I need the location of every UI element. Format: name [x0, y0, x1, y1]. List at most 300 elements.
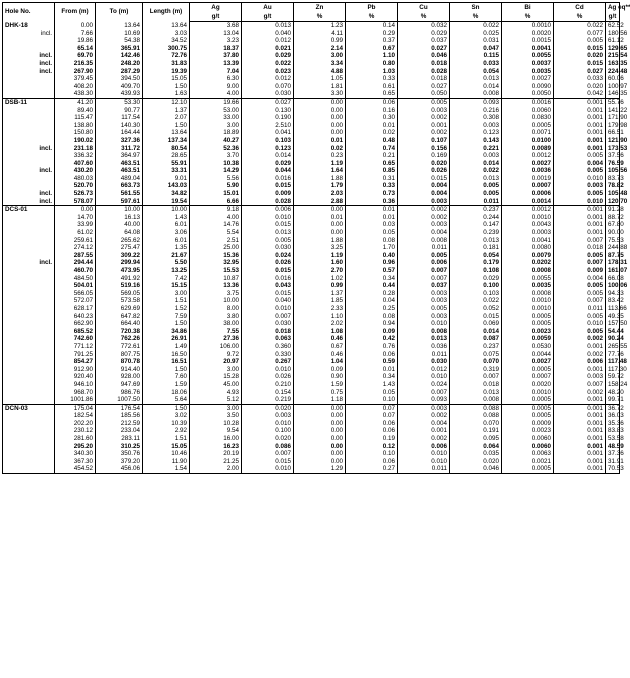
cell-from: 640.23 [55, 313, 96, 321]
cell-length: 19.39 [143, 68, 190, 76]
cell-bi: 0.0015 [502, 37, 554, 45]
cell-zn: 1.88 [294, 175, 346, 183]
cell-cd: 0.004 [554, 275, 606, 283]
cell-ageq: 88.72 [606, 214, 620, 222]
cell-cd: 0.005 [554, 328, 606, 336]
cell-bi: 0.0010 [502, 214, 554, 222]
cell-hole [3, 320, 55, 328]
cell-from: 190.02 [55, 137, 96, 145]
cell-length: 1.49 [143, 343, 190, 351]
cell-length: 1.50 [143, 320, 190, 328]
cell-length: 3.00 [143, 290, 190, 298]
cell-au: 0.028 [242, 198, 294, 206]
table-row [3, 167, 620, 175]
cell-ageq: 215.54 [606, 52, 620, 60]
cell-ageq: 35.36 [606, 420, 620, 428]
cell-cu: 0.018 [398, 75, 450, 83]
cell-from: 259.61 [55, 237, 96, 245]
cell-au: 0.063 [242, 335, 294, 343]
cell-pb: 0.25 [346, 305, 398, 313]
cell-cd: 0.005 [554, 290, 606, 298]
header-ag: Ag [190, 3, 242, 13]
cell-ag: 16.23 [190, 443, 242, 451]
cell-zn: 0.01 [294, 214, 346, 222]
cell-from: 14.70 [55, 214, 96, 222]
cell-ag: 5.54 [190, 229, 242, 237]
cell-from: 19.86 [55, 37, 96, 45]
cell-ag: 19.66 [190, 98, 242, 106]
cell-au: 0.020 [242, 404, 294, 412]
table-row [3, 52, 620, 60]
cell-pb: 0.19 [346, 435, 398, 443]
cell-pb: 0.06 [346, 98, 398, 106]
cell-pb: 0.76 [346, 343, 398, 351]
cell-au: 0.010 [242, 465, 294, 473]
cell-length: 80.54 [143, 145, 190, 153]
cell-bi: 0.0055 [502, 275, 554, 283]
table-row [3, 160, 620, 168]
cell-ageq: 83.73 [606, 175, 620, 183]
cell-hole [3, 328, 55, 336]
cell-zn: 1.37 [294, 290, 346, 298]
cell-hole [3, 404, 55, 412]
cell-ageq: 121.90 [606, 137, 620, 145]
cell-au: 0.015 [242, 290, 294, 298]
interval-qualifier: incl. [39, 144, 52, 152]
cell-ageq: 48.59 [606, 443, 620, 451]
cell-pb: 0.01 [346, 206, 398, 214]
cell-ageq: 117.30 [606, 366, 620, 374]
cell-ageq: 62.52 [606, 22, 620, 30]
cell-bi: 0.0003 [502, 229, 554, 237]
cell-au: 0.020 [242, 435, 294, 443]
cell-to: 117.54 [96, 114, 143, 122]
cell-au: 0.040 [242, 297, 294, 305]
header-pb: Pb [346, 3, 398, 13]
header-cu-unit: % [398, 12, 450, 22]
cell-length: 15.05 [143, 75, 190, 83]
cell-bi: 0.0016 [502, 98, 554, 106]
cell-zn: 2.02 [294, 320, 346, 328]
cell-bi: 0.0020 [502, 381, 554, 389]
cell-to: 64.08 [96, 229, 143, 237]
cell-cu: 0.004 [398, 182, 450, 190]
cell-to: 287.29 [96, 68, 143, 76]
cell-sn: 0.070 [450, 358, 502, 366]
cell-pb: 0.16 [346, 107, 398, 115]
cell-length: 13.64 [143, 22, 190, 30]
cell-to: 647.82 [96, 313, 143, 321]
cell-pb: 0.29 [346, 30, 398, 38]
cell-sn: 0.008 [450, 90, 502, 98]
cell-from: 460.70 [55, 267, 96, 275]
cell-ageq: 66.08 [606, 275, 620, 283]
cell-zn: 0.01 [294, 137, 346, 145]
cell-cu: 0.156 [398, 145, 450, 153]
cell-from: 480.03 [55, 175, 96, 183]
cell-cd: 0.001 [554, 98, 606, 106]
cell-pb: 0.05 [346, 389, 398, 397]
cell-zn: 4.11 [294, 30, 346, 38]
table-row [3, 68, 620, 76]
cell-ageq: 105.56 [606, 167, 620, 175]
cell-cd: 0.007 [554, 259, 606, 267]
cell-ageq: 78.82 [606, 182, 620, 190]
cell-cu: 0.024 [398, 381, 450, 389]
header-cu: Cu [398, 3, 450, 13]
cell-cu: 0.006 [398, 443, 450, 451]
cell-bi: 0.0005 [502, 404, 554, 412]
cell-zn: 0.00 [294, 458, 346, 466]
cell-length: 10.00 [143, 206, 190, 214]
cell-from: 407.60 [55, 160, 96, 168]
hole-no: DCN-03 [5, 404, 28, 412]
cell-pb: 0.06 [346, 420, 398, 428]
cell-ageq: 244.88 [606, 244, 620, 252]
table-row [3, 114, 620, 122]
cell-au: 0.007 [242, 313, 294, 321]
cell-cd: 0.077 [554, 30, 606, 38]
cell-au: 0.013 [242, 229, 294, 237]
cell-from: 628.17 [55, 305, 96, 313]
cell-ag: 32.95 [190, 259, 242, 267]
cell-from: 771.12 [55, 343, 96, 351]
cell-zn: 1.64 [294, 167, 346, 175]
cell-pb: 0.96 [346, 259, 398, 267]
cell-length: 1.51 [143, 297, 190, 305]
cell-ag: 20.19 [190, 450, 242, 458]
cell-cd: 0.042 [554, 90, 606, 98]
cell-zn: 0.09 [294, 366, 346, 374]
cell-cd: 0.001 [554, 122, 606, 130]
cell-sn: 0.087 [450, 335, 502, 343]
cell-cu: 0.050 [398, 90, 450, 98]
cell-bi: 0.0044 [502, 351, 554, 359]
cell-pb: 1.10 [346, 52, 398, 60]
cell-pb: 0.07 [346, 404, 398, 412]
cell-to: 473.95 [96, 267, 143, 275]
cell-cd: 0.001 [554, 412, 606, 420]
cell-to: 10.00 [96, 206, 143, 214]
cell-length: 19.54 [143, 198, 190, 206]
cell-sn: 0.013 [450, 175, 502, 183]
cell-cu: 0.107 [398, 137, 450, 145]
cell-sn: 0.100 [450, 282, 502, 290]
cell-ag: 21.25 [190, 458, 242, 466]
cell-au: 0.015 [242, 458, 294, 466]
cell-ag: 10.38 [190, 160, 242, 168]
cell-sn: 0.181 [450, 244, 502, 252]
cell-from: 7.66 [55, 30, 96, 38]
cell-length: 26.91 [143, 335, 190, 343]
cell-length: 10.46 [143, 450, 190, 458]
cell-sn: 0.007 [450, 373, 502, 381]
cell-cu: 0.020 [398, 160, 450, 168]
cell-zn: 3.30 [294, 90, 346, 98]
table-row [3, 275, 620, 283]
cell-to: 573.58 [96, 297, 143, 305]
cell-sn: 0.031 [450, 37, 502, 45]
cell-hole [3, 389, 55, 397]
cell-cd: 0.001 [554, 396, 606, 404]
cell-ageq: 158.24 [606, 381, 620, 389]
cell-ageq: 171.90 [606, 114, 620, 122]
cell-pb: 0.42 [346, 335, 398, 343]
cell-from: 484.50 [55, 275, 96, 283]
cell-length: 9.01 [143, 175, 190, 183]
table-row [3, 450, 620, 458]
cell-sn: 0.103 [450, 290, 502, 298]
cell-length: 7.42 [143, 275, 190, 283]
cell-sn: 0.216 [450, 107, 502, 115]
cell-sn: 0.179 [450, 259, 502, 267]
cell-cd: 0.015 [554, 60, 606, 68]
table-row [3, 297, 620, 305]
cell-ageq: 224.48 [606, 68, 620, 76]
cell-hole [3, 90, 55, 98]
cell-from: 454.52 [55, 465, 96, 473]
cell-au: 0.043 [242, 282, 294, 290]
cell-length: 6.01 [143, 221, 190, 229]
cell-to: 439.93 [96, 90, 143, 98]
cell-zn: 0.00 [294, 229, 346, 237]
interval-qualifier: incl. [40, 29, 52, 37]
cell-hole [3, 122, 55, 130]
cell-cd: 0.001 [554, 129, 606, 137]
cell-bi: 0.0530 [502, 343, 554, 351]
cell-sn: 0.014 [450, 328, 502, 336]
cell-length: 3.02 [143, 412, 190, 420]
cell-sn: 0.237 [450, 206, 502, 214]
cell-ageq: 90.00 [606, 229, 620, 237]
cell-ag: 9.18 [190, 206, 242, 214]
cell-from: 504.01 [55, 282, 96, 290]
cell-sn: 0.239 [450, 229, 502, 237]
cell-hole [3, 450, 55, 458]
table-row [3, 129, 620, 137]
cell-to: 142.46 [96, 52, 143, 60]
cell-ag: 9.54 [190, 427, 242, 435]
cell-length: 21.67 [143, 252, 190, 260]
cell-au: 0.360 [242, 343, 294, 351]
cell-sn: 0.018 [450, 381, 502, 389]
cell-to: 663.73 [96, 182, 143, 190]
table-row [3, 443, 620, 451]
cell-au: 0.330 [242, 351, 294, 359]
cell-length: 18.06 [143, 389, 190, 397]
cell-cd: 0.015 [554, 45, 606, 53]
cell-sn: 0.143 [450, 137, 502, 145]
table-row [3, 90, 620, 98]
cell-pb: 0.09 [346, 328, 398, 336]
cell-from: 150.80 [55, 129, 96, 137]
cell-to: 90.77 [96, 107, 143, 115]
cell-au: 0.041 [242, 129, 294, 137]
cell-to: 309.22 [96, 252, 143, 260]
cell-ageq: 179.98 [606, 122, 620, 130]
cell-to: 409.70 [96, 83, 143, 91]
cell-bi: 0.0006 [502, 190, 554, 198]
cell-to: 265.62 [96, 237, 143, 245]
cell-from: 202.20 [55, 420, 96, 428]
cell-cd: 0.001 [554, 404, 606, 412]
cell-cd: 0.005 [554, 167, 606, 175]
cell-cd: 0.010 [554, 175, 606, 183]
cell-hole [3, 282, 55, 290]
header-sn: Sn [450, 3, 502, 13]
cell-zn: 1.19 [294, 252, 346, 260]
cell-zn: 1.10 [294, 313, 346, 321]
interval-qualifier: incl. [39, 52, 52, 60]
table-row [3, 396, 620, 404]
cell-ag: 3.00 [190, 404, 242, 412]
cell-pb: 0.08 [346, 237, 398, 245]
cell-from: 89.40 [55, 107, 96, 115]
cell-cd: 0.001 [554, 107, 606, 115]
header-pb-unit: % [346, 12, 398, 22]
cell-bi: 0.0059 [502, 335, 554, 343]
cell-sn: 0.014 [450, 83, 502, 91]
cell-from: 742.60 [55, 335, 96, 343]
cell-hole [3, 198, 55, 206]
cell-pb: 1.03 [346, 68, 398, 76]
cell-ag: 14.29 [190, 167, 242, 175]
cell-to: 664.40 [96, 320, 143, 328]
cell-bi: 0.0012 [502, 152, 554, 160]
cell-to: 561.55 [96, 190, 143, 198]
cell-to: 463.51 [96, 167, 143, 175]
cell-from: 294.44 [55, 259, 96, 267]
cell-zn: 0.46 [294, 335, 346, 343]
table-row [3, 122, 620, 130]
cell-to: 40.00 [96, 221, 143, 229]
cell-bi: 0.0023 [502, 427, 554, 435]
cell-zn: 0.00 [294, 404, 346, 412]
cell-ageq: 66.51 [606, 129, 620, 137]
cell-ageq: 36.03 [606, 412, 620, 420]
interval-qualifier: incl. [39, 59, 52, 67]
cell-cu: 0.003 [398, 313, 450, 321]
header-from: From (m) [55, 3, 96, 22]
cell-to: 379.20 [96, 458, 143, 466]
cell-ageq: 99.71 [606, 396, 620, 404]
cell-cd: 0.020 [554, 83, 606, 91]
cell-sn: 0.005 [450, 182, 502, 190]
cell-zn: 3.00 [294, 52, 346, 60]
cell-hole [3, 335, 55, 343]
cell-to: 394.50 [96, 75, 143, 83]
cell-sn: 0.003 [450, 152, 502, 160]
cell-pb: 0.94 [346, 320, 398, 328]
cell-cd: 0.005 [554, 37, 606, 45]
cell-cd: 0.005 [554, 282, 606, 290]
cell-bi: 0.0010 [502, 297, 554, 305]
cell-sn: 0.047 [450, 45, 502, 53]
cell-pb: 0.34 [346, 373, 398, 381]
cell-bi: 0.0060 [502, 435, 554, 443]
cell-bi: 0.0008 [502, 267, 554, 275]
cell-pb: 0.06 [346, 427, 398, 435]
cell-hole [3, 381, 55, 389]
cell-cd: 0.001 [554, 137, 606, 145]
cell-to: 928.00 [96, 373, 143, 381]
cell-cu: 0.011 [398, 465, 450, 473]
cell-ag: 15.53 [190, 267, 242, 275]
cell-to: 53.30 [96, 98, 143, 106]
cell-ag: 5.12 [190, 396, 242, 404]
cell-from: 182.54 [55, 412, 96, 420]
cell-ageq: 87.75 [606, 252, 620, 260]
table-row [3, 98, 620, 106]
cell-ageq: 178.31 [606, 259, 620, 267]
cell-zn: 1.19 [294, 160, 346, 168]
cell-au: 0.190 [242, 114, 294, 122]
cell-pb: 0.37 [346, 37, 398, 45]
table-row [3, 335, 620, 343]
cell-cu: 0.007 [398, 389, 450, 397]
header-to: To (m) [96, 3, 143, 22]
cell-au: 0.030 [242, 320, 294, 328]
cell-length: 2.07 [143, 114, 190, 122]
cell-zn: 0.00 [294, 221, 346, 229]
cell-to: 519.16 [96, 282, 143, 290]
table-row [3, 465, 620, 473]
cell-bi: 0.0005 [502, 313, 554, 321]
cell-pb: 0.34 [346, 275, 398, 283]
table-row [3, 152, 620, 160]
interval-qualifier: incl. [39, 259, 52, 267]
cell-cu: 0.003 [398, 297, 450, 305]
cell-zn: 3.25 [294, 244, 346, 252]
cell-ag: 27.36 [190, 335, 242, 343]
cell-au: 0.014 [242, 152, 294, 160]
table-row [3, 214, 620, 222]
cell-bi: 0.0010 [502, 22, 554, 30]
cell-length: 3.06 [143, 229, 190, 237]
cell-from: 33.99 [55, 221, 96, 229]
cell-hole [3, 458, 55, 466]
cell-hole [3, 358, 55, 366]
table-row [3, 75, 620, 83]
cell-hole [3, 182, 55, 190]
cell-au: 0.030 [242, 90, 294, 98]
table-row [3, 37, 620, 45]
cell-au: 0.007 [242, 450, 294, 458]
cell-cd: 0.011 [554, 305, 606, 313]
cell-from: 175.04 [55, 404, 96, 412]
cell-au: 0.012 [242, 75, 294, 83]
cell-zn: 1.59 [294, 381, 346, 389]
cell-to: 629.69 [96, 305, 143, 313]
cell-from: 61.02 [55, 229, 96, 237]
cell-ageq: 146.35 [606, 90, 620, 98]
cell-au: 0.010 [242, 366, 294, 374]
cell-cu: 0.046 [398, 52, 450, 60]
cell-au: 0.044 [242, 167, 294, 175]
cell-pb: 0.27 [346, 465, 398, 473]
table-row [3, 198, 620, 206]
cell-ag: 3.00 [190, 366, 242, 374]
cell-bi: 0.0090 [502, 83, 554, 91]
cell-au: 2.510 [242, 122, 294, 130]
table-row [3, 182, 620, 190]
cell-ag: 25.00 [190, 244, 242, 252]
cell-bi: 0.0019 [502, 175, 554, 183]
cell-au: 0.010 [242, 214, 294, 222]
cell-ag: 38.00 [190, 320, 242, 328]
cell-length: 33.31 [143, 167, 190, 175]
cell-ag: 13.36 [190, 282, 242, 290]
